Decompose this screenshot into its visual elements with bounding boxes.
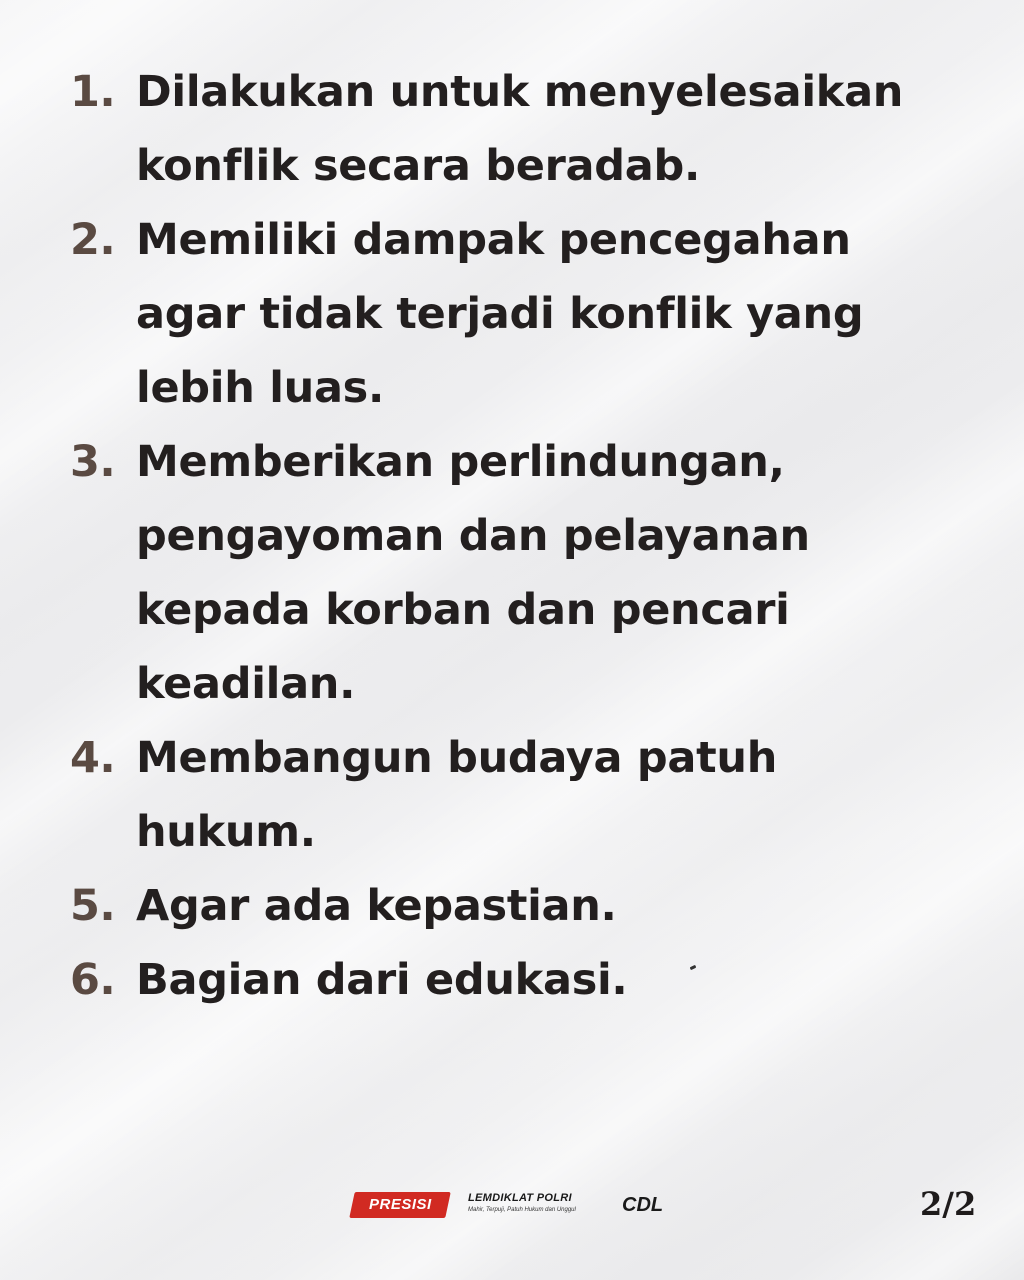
list-item-text: Membangun budaya patuh hukum. xyxy=(136,733,778,857)
list-item xyxy=(70,425,970,721)
presisi-logo xyxy=(349,1192,451,1218)
list-item-number: 5. xyxy=(70,881,116,931)
footer xyxy=(0,1180,1024,1230)
page-indicator: 2/2 xyxy=(920,1185,977,1223)
cdl-logo: CDL xyxy=(622,1194,664,1216)
numbered-list xyxy=(70,55,970,1017)
lemdiklat-tagline: Mahir, Terpuji, Patuh Hukum dan Unggul xyxy=(468,1207,576,1213)
lemdiklat-logo xyxy=(468,1191,608,1215)
list-item-text: Memberikan perlindungan, pengayoman dan pelayanan kepada korban dan pencari keadilan. xyxy=(136,437,810,709)
list-item-number: 6. xyxy=(70,955,116,1005)
list-item-text: Dilakukan untuk menyelesaikan konflik secara beradab. xyxy=(136,67,904,191)
list-item-text: Memiliki dampak pencegahan agar tidak terjadi konflik yang lebih luas. xyxy=(136,215,864,413)
list-item-text: Agar ada kepastian. xyxy=(136,881,617,931)
list-item xyxy=(70,721,970,869)
list-item-number: 4. xyxy=(70,733,116,783)
list-item xyxy=(70,55,970,203)
list-item xyxy=(70,869,970,943)
presisi-logo-text: PRESISI xyxy=(368,1196,432,1213)
list-item-number: 1. xyxy=(70,67,116,117)
list-item xyxy=(70,203,970,425)
lemdiklat-name: LEMDIKLAT POLRI xyxy=(468,1192,572,1204)
list-item xyxy=(70,943,970,1017)
list-item-text: Bagian dari edukasi. xyxy=(136,955,628,1005)
list-item-number: 3. xyxy=(70,437,116,487)
list-item-number: 2. xyxy=(70,215,116,265)
